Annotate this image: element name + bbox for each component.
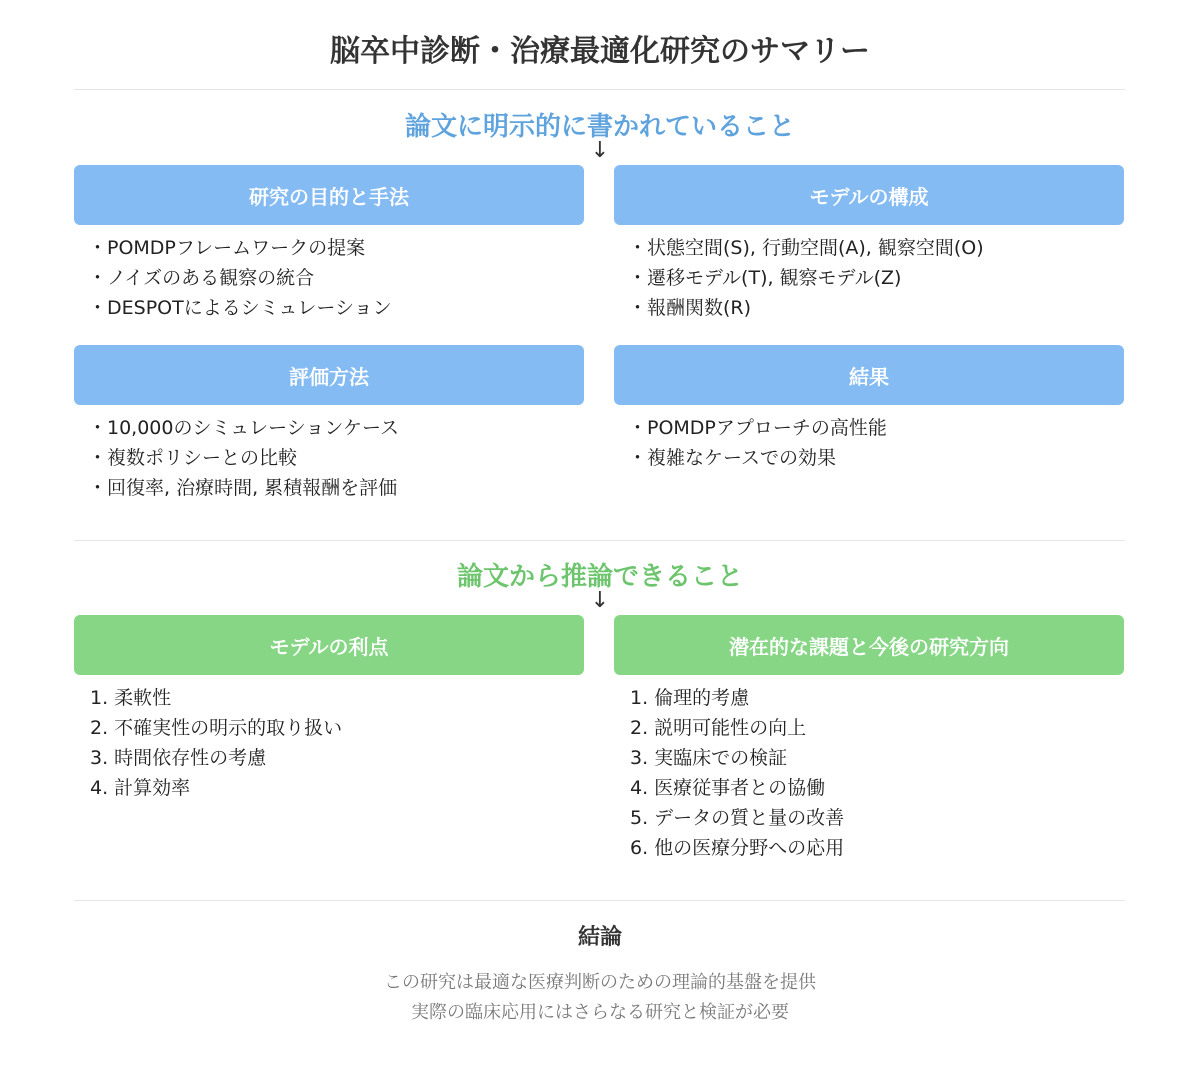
list-item: 3. 実臨床での検証 — [630, 747, 788, 769]
page-title: 脳卒中診断・治療最適化研究のサマリー — [330, 34, 870, 69]
list-item: 4. 計算効率 — [90, 777, 191, 799]
list-item: ・遷移モデル(T), 観察モデル(Z) — [628, 267, 902, 289]
divider — [74, 540, 1125, 541]
advantages-list — [90, 683, 342, 803]
box-challenges-future: 潜在的な課題と今後の研究方向 — [614, 615, 1124, 675]
conclusion-heading: 結論 — [577, 925, 622, 950]
list-item: ・POMDPフレームワークの提案 — [88, 237, 366, 259]
purpose-method-list — [88, 233, 392, 323]
list-item: ・報酬関数(R) — [628, 297, 752, 319]
list-item: 4. 医療従事者との協働 — [630, 777, 826, 799]
model-structure-list — [628, 233, 984, 323]
list-item: 1. 柔軟性 — [90, 687, 172, 709]
conclusion-line: この研究は最適な医療判断のための理論的基盤を提供 — [384, 972, 816, 993]
evaluation-list — [88, 413, 399, 503]
list-item: 2. 不確実性の明示的取り扱い — [90, 717, 343, 739]
list-item: ・回復率, 治療時間, 累積報酬を評価 — [88, 477, 398, 499]
list-item: 2. 説明可能性の向上 — [630, 717, 807, 739]
explicit-section-heading: 論文に明示的に書かれていること — [404, 112, 795, 142]
list-item: 5. データの質と量の改善 — [630, 807, 845, 829]
down-arrow-icon: ↓ — [590, 588, 610, 613]
list-item: ・ノイズのある観察の統合 — [88, 267, 315, 289]
list-item: ・POMDPアプローチの高性能 — [628, 417, 887, 439]
results-list — [628, 413, 887, 473]
box-purpose-method: 研究の目的と手法 — [74, 165, 584, 225]
list-item: ・状態空間(S), 行動空間(A), 観察空間(O) — [628, 237, 984, 259]
list-item: 1. 倫理的考慮 — [630, 687, 750, 709]
challenges-list — [630, 683, 844, 863]
list-item: ・10,000のシミュレーションケース — [88, 417, 400, 439]
box-model-structure: モデルの構成 — [614, 165, 1124, 225]
inferred-section-heading: 論文から推論できること — [456, 562, 743, 592]
divider — [74, 89, 1125, 90]
box-evaluation: 評価方法 — [74, 345, 584, 405]
list-item: 6. 他の医療分野への応用 — [630, 837, 845, 859]
divider — [74, 900, 1125, 901]
list-item: ・複雑なケースでの効果 — [628, 447, 837, 469]
list-item: ・DESPOTによるシミュレーション — [88, 297, 392, 319]
box-model-advantages: モデルの利点 — [74, 615, 584, 675]
down-arrow-icon: ↓ — [590, 138, 610, 163]
conclusion-line: 実際の臨床応用にはさらなる研究と検証が必要 — [411, 1002, 789, 1023]
box-results: 結果 — [614, 345, 1124, 405]
list-item: 3. 時間依存性の考慮 — [90, 747, 267, 769]
list-item: ・複数ポリシーとの比較 — [88, 447, 298, 469]
